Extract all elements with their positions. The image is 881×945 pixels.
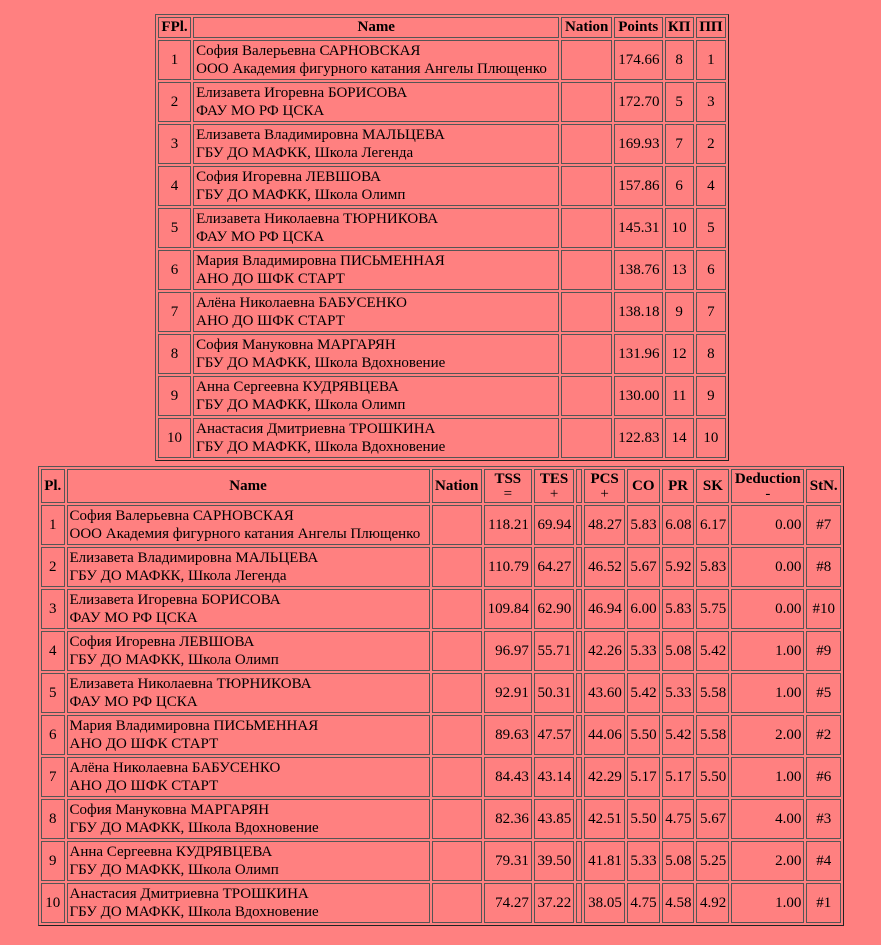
table-row: [41, 883, 841, 923]
table-row: [41, 505, 841, 545]
athlete-cell: [193, 250, 559, 290]
final-results-table: [155, 14, 729, 461]
table-row: [158, 250, 726, 290]
pcs-cell: 44.06: [584, 715, 624, 755]
pr-cell: 4.75: [662, 799, 695, 839]
nation-cell: [432, 673, 482, 713]
spacer-cell: [576, 589, 582, 629]
athlete-club: ГБУ ДО МАФКК, Школа Вдохновение: [69, 904, 319, 920]
nation-cell: [561, 250, 612, 290]
pcs-cell: 42.26: [584, 631, 624, 671]
place-cell: 3: [41, 589, 65, 629]
table-row: [158, 376, 726, 416]
table-row: [158, 124, 726, 164]
place-cell: 7: [158, 292, 191, 332]
points-cell: 145.31: [614, 208, 663, 248]
nation-cell: [561, 334, 612, 374]
co-cell: 5.17: [627, 757, 660, 797]
spacer-cell: [576, 505, 582, 545]
points-cell: 174.66: [614, 40, 663, 80]
nation-cell: [432, 589, 482, 629]
athlete-name: Анна Сергеевна КУДРЯВЦЕВА: [69, 844, 273, 860]
place-cell: 7: [41, 757, 65, 797]
pr-cell: 5.17: [662, 757, 695, 797]
place-cell: 5: [41, 673, 65, 713]
pcs-cell: 38.05: [584, 883, 624, 923]
athlete-club: ГБУ ДО МАФКК, Школа Олимп: [69, 862, 279, 878]
athlete-club: АНО ДО ШФК СТАРТ: [196, 271, 345, 287]
kp-cell: 5: [665, 82, 694, 122]
col-nation: Nation: [561, 17, 612, 38]
deduction-cell: 2.00: [731, 841, 804, 881]
points-cell: 131.96: [614, 334, 663, 374]
pr-cell: 5.08: [662, 841, 695, 881]
place-cell: 5: [158, 208, 191, 248]
starting-number-cell: #4: [806, 841, 841, 881]
col-points: Points: [614, 17, 663, 38]
spacer-cell: [576, 673, 582, 713]
co-cell: 5.42: [627, 673, 660, 713]
athlete-club: ФАУ МО РФ ЦСКА: [69, 694, 198, 710]
athlete-name: София Мануковна МАРГАРЯН: [69, 802, 270, 818]
table-row: [41, 589, 841, 629]
place-cell: 4: [158, 166, 191, 206]
nation-cell: [561, 376, 612, 416]
pr-cell: 6.08: [662, 505, 695, 545]
kp-cell: 12: [665, 334, 694, 374]
athlete-club: АНО ДО ШФК СТАРТ: [69, 736, 219, 752]
deduction-cell: 1.00: [731, 631, 804, 671]
starting-number-cell: #10: [806, 589, 841, 629]
athlete-club: ФАУ МО РФ ЦСКА: [69, 610, 198, 626]
tes-cell: 43.85: [534, 799, 574, 839]
col-co: CO: [627, 469, 660, 503]
pp-cell: 3: [696, 82, 726, 122]
pp-cell: 9: [696, 376, 726, 416]
nation-cell: [561, 292, 612, 332]
pp-cell: 5: [696, 208, 726, 248]
pr-cell: 4.58: [662, 883, 695, 923]
pr-cell: 5.08: [662, 631, 695, 671]
segment-results-table: [38, 466, 844, 926]
points-cell: 157.86: [614, 166, 663, 206]
deduction-cell: 0.00: [731, 589, 804, 629]
nation-cell: [561, 418, 612, 458]
col-pr: PR: [662, 469, 695, 503]
pcs-cell: 42.51: [584, 799, 624, 839]
athlete-cell: [193, 166, 559, 206]
spacer-cell: [576, 631, 582, 671]
table-row: [41, 757, 841, 797]
place-cell: 4: [41, 631, 65, 671]
kp-cell: 13: [665, 250, 694, 290]
col-deduction: Deduction -: [731, 469, 804, 503]
starting-number-cell: #9: [806, 631, 841, 671]
kp-cell: 8: [665, 40, 694, 80]
place-cell: 2: [158, 82, 191, 122]
place-cell: 9: [158, 376, 191, 416]
athlete-name: София Игоревна ЛЕВШОВА: [196, 169, 381, 185]
points-cell: 130.00: [614, 376, 663, 416]
nation-cell: [561, 166, 612, 206]
tes-cell: 43.14: [534, 757, 574, 797]
pcs-cell: 43.60: [584, 673, 624, 713]
athlete-club: ГБУ ДО МАФКК, Школа Легенда: [196, 145, 414, 161]
athlete-cell: [67, 673, 430, 713]
co-cell: 5.33: [627, 631, 660, 671]
pp-cell: 6: [696, 250, 726, 290]
table-row: [158, 82, 726, 122]
deduction-cell: 4.00: [731, 799, 804, 839]
final-header-row: [158, 17, 726, 38]
athlete-club: ФАУ МО РФ ЦСКА: [196, 229, 325, 245]
co-cell: 4.75: [627, 883, 660, 923]
col-tss: TSS =: [484, 469, 532, 503]
pcs-cell: 41.81: [584, 841, 624, 881]
table-row: [41, 631, 841, 671]
nation-cell: [432, 631, 482, 671]
pp-cell: 4: [696, 166, 726, 206]
table-row: [41, 673, 841, 713]
tss-cell: 92.91: [484, 673, 532, 713]
athlete-cell: [67, 841, 430, 881]
col-pl: Pl.: [41, 469, 65, 503]
athlete-cell: [193, 82, 559, 122]
athlete-cell: [67, 589, 430, 629]
athlete-name: Алёна Николаевна БАБУСЕНКО: [196, 295, 407, 311]
starting-number-cell: #7: [806, 505, 841, 545]
athlete-name: Елизавета Игоревна БОРИСОВА: [196, 85, 408, 101]
kp-cell: 10: [665, 208, 694, 248]
nation-cell: [432, 883, 482, 923]
col-name: Name: [193, 17, 559, 38]
athlete-cell: [67, 883, 430, 923]
pp-cell: 10: [696, 418, 726, 458]
pp-cell: 2: [696, 124, 726, 164]
pr-cell: 5.92: [662, 547, 695, 587]
nation-cell: [432, 547, 482, 587]
sk-cell: 5.67: [696, 799, 729, 839]
nation-cell: [432, 505, 482, 545]
table-row: [158, 166, 726, 206]
table-row: [158, 40, 726, 80]
athlete-club: АНО ДО ШФК СТАРТ: [69, 778, 219, 794]
nation-cell: [561, 124, 612, 164]
tss-cell: 118.21: [484, 505, 532, 545]
athlete-name: Елизавета Игоревна БОРИСОВА: [69, 592, 281, 608]
place-cell: 1: [158, 40, 191, 80]
col-stn: StN.: [806, 469, 841, 503]
tss-cell: 89.63: [484, 715, 532, 755]
athlete-club: ГБУ ДО МАФКК, Школа Вдохновение: [69, 820, 319, 836]
starting-number-cell: #3: [806, 799, 841, 839]
table-row: [158, 418, 726, 458]
tss-cell: 84.43: [484, 757, 532, 797]
starting-number-cell: #8: [806, 547, 841, 587]
tss-cell: 74.27: [484, 883, 532, 923]
athlete-cell: [67, 631, 430, 671]
co-cell: 5.50: [627, 799, 660, 839]
spacer-cell: [576, 757, 582, 797]
athlete-club: ООО Академия фигурного катания Ангелы Плющенко: [69, 526, 421, 542]
sk-cell: 5.25: [696, 841, 729, 881]
nation-cell: [432, 799, 482, 839]
athlete-club: ФАУ МО РФ ЦСКА: [196, 103, 325, 119]
starting-number-cell: #6: [806, 757, 841, 797]
points-cell: 122.83: [614, 418, 663, 458]
col-sk: SK: [696, 469, 729, 503]
table-row: [158, 292, 726, 332]
tes-cell: 47.57: [534, 715, 574, 755]
segment-header-row: [41, 469, 841, 503]
nation-cell: [561, 82, 612, 122]
nation-cell: [561, 40, 612, 80]
pr-cell: 5.42: [662, 715, 695, 755]
col-name: Name: [67, 469, 430, 503]
place-cell: 9: [41, 841, 65, 881]
table-row: [158, 208, 726, 248]
athlete-name: Елизавета Владимировна МАЛЬЦЕВА: [69, 550, 319, 566]
place-cell: 6: [41, 715, 65, 755]
place-cell: 6: [158, 250, 191, 290]
athlete-cell: [67, 757, 430, 797]
place-cell: 10: [158, 418, 191, 458]
col-pp: ПП: [696, 17, 726, 38]
tss-cell: 82.36: [484, 799, 532, 839]
sk-cell: 5.75: [696, 589, 729, 629]
deduction-cell: 0.00: [731, 547, 804, 587]
place-cell: 10: [41, 883, 65, 923]
athlete-name: Мария Владимировна ПИСЬМЕННАЯ: [196, 253, 445, 269]
athlete-name: Елизавета Владимировна МАЛЬЦЕВА: [196, 127, 445, 143]
tes-cell: 62.90: [534, 589, 574, 629]
athlete-name: София Мануковна МАРГАРЯН: [196, 337, 396, 353]
spacer-cell: [576, 547, 582, 587]
athlete-cell: [193, 292, 559, 332]
athlete-cell: [193, 334, 559, 374]
tes-cell: 37.22: [534, 883, 574, 923]
tes-cell: 50.31: [534, 673, 574, 713]
pp-cell: 1: [696, 40, 726, 80]
col-tes: TES +: [534, 469, 574, 503]
athlete-name: Анастасия Дмитриевна ТРОШКИНА: [69, 886, 309, 902]
co-cell: 5.67: [627, 547, 660, 587]
tes-cell: 39.50: [534, 841, 574, 881]
athlete-name: Мария Владимировна ПИСЬМЕННАЯ: [69, 718, 319, 734]
athlete-club: ГБУ ДО МАФКК, Школа Олимп: [69, 652, 279, 668]
tss-cell: 79.31: [484, 841, 532, 881]
athlete-cell: [67, 715, 430, 755]
tss-cell: 110.79: [484, 547, 532, 587]
place-cell: 8: [41, 799, 65, 839]
table-row: [41, 841, 841, 881]
points-cell: 138.18: [614, 292, 663, 332]
athlete-club: ГБУ ДО МАФКК, Школа Олимп: [196, 187, 406, 203]
athlete-name: Елизавета Николаевна ТЮРНИКОВА: [69, 676, 312, 692]
deduction-cell: 1.00: [731, 883, 804, 923]
co-cell: 5.50: [627, 715, 660, 755]
sk-cell: 5.83: [696, 547, 729, 587]
deduction-cell: 1.00: [731, 673, 804, 713]
pp-cell: 7: [696, 292, 726, 332]
athlete-name: София Валерьевна САРНОВСКАЯ: [196, 43, 421, 59]
starting-number-cell: #1: [806, 883, 841, 923]
tes-cell: 64.27: [534, 547, 574, 587]
athlete-club: ООО Академия фигурного катания Ангелы Плющенко: [196, 61, 547, 77]
table-row: [41, 547, 841, 587]
place-cell: 2: [41, 547, 65, 587]
tes-cell: 55.71: [534, 631, 574, 671]
sk-cell: 5.50: [696, 757, 729, 797]
athlete-name: Алёна Николаевна БАБУСЕНКО: [69, 760, 281, 776]
athlete-cell: [67, 505, 430, 545]
sk-cell: 5.42: [696, 631, 729, 671]
kp-cell: 14: [665, 418, 694, 458]
athlete-cell: [193, 40, 559, 80]
place-cell: 3: [158, 124, 191, 164]
tss-cell: 96.97: [484, 631, 532, 671]
kp-cell: 11: [665, 376, 694, 416]
deduction-cell: 0.00: [731, 505, 804, 545]
pcs-cell: 48.27: [584, 505, 624, 545]
kp-cell: 7: [665, 124, 694, 164]
co-cell: 5.83: [627, 505, 660, 545]
nation-cell: [432, 757, 482, 797]
athlete-cell: [67, 799, 430, 839]
starting-number-cell: #2: [806, 715, 841, 755]
place-cell: 1: [41, 505, 65, 545]
points-cell: 169.93: [614, 124, 663, 164]
place-cell: 8: [158, 334, 191, 374]
pr-cell: 5.33: [662, 673, 695, 713]
pcs-cell: 46.52: [584, 547, 624, 587]
co-cell: 6.00: [627, 589, 660, 629]
nation-cell: [432, 715, 482, 755]
athlete-name: Анна Сергеевна КУДРЯВЦЕВА: [196, 379, 399, 395]
points-cell: 138.76: [614, 250, 663, 290]
athlete-cell: [193, 376, 559, 416]
spacer-cell: [576, 715, 582, 755]
athlete-name: Елизавета Николаевна ТЮРНИКОВА: [196, 211, 439, 227]
col-pcs: PCS +: [584, 469, 624, 503]
nation-cell: [432, 841, 482, 881]
co-cell: 5.33: [627, 841, 660, 881]
athlete-club: АНО ДО ШФК СТАРТ: [196, 313, 345, 329]
nation-cell: [561, 208, 612, 248]
tss-cell: 109.84: [484, 589, 532, 629]
pp-cell: 8: [696, 334, 726, 374]
athlete-club: ГБУ ДО МАФКК, Школа Олимп: [196, 397, 406, 413]
col-nation: Nation: [432, 469, 482, 503]
spacer-cell: [576, 841, 582, 881]
deduction-cell: 1.00: [731, 757, 804, 797]
col-spacer: [576, 469, 582, 503]
points-cell: 172.70: [614, 82, 663, 122]
sk-cell: 5.58: [696, 715, 729, 755]
pcs-cell: 46.94: [584, 589, 624, 629]
athlete-club: ГБУ ДО МАФКК, Школа Вдохновение: [196, 439, 446, 455]
pr-cell: 5.83: [662, 589, 695, 629]
pcs-cell: 42.29: [584, 757, 624, 797]
kp-cell: 6: [665, 166, 694, 206]
col-kp: КП: [665, 17, 694, 38]
spacer-cell: [576, 799, 582, 839]
table-row: [41, 799, 841, 839]
athlete-club: ГБУ ДО МАФКК, Школа Вдохновение: [196, 355, 446, 371]
col-fpl: FPl.: [158, 17, 191, 38]
table-row: [158, 334, 726, 374]
athlete-cell: [193, 124, 559, 164]
table-row: [41, 715, 841, 755]
athlete-cell: [193, 418, 559, 458]
sk-cell: 6.17: [696, 505, 729, 545]
athlete-cell: [193, 208, 559, 248]
athlete-name: София Валерьевна САРНОВСКАЯ: [69, 508, 294, 524]
sk-cell: 5.58: [696, 673, 729, 713]
athlete-name: София Игоревна ЛЕВШОВА: [69, 634, 255, 650]
starting-number-cell: #5: [806, 673, 841, 713]
sk-cell: 4.92: [696, 883, 729, 923]
athlete-cell: [67, 547, 430, 587]
tes-cell: 69.94: [534, 505, 574, 545]
spacer-cell: [576, 883, 582, 923]
deduction-cell: 2.00: [731, 715, 804, 755]
kp-cell: 9: [665, 292, 694, 332]
athlete-club: ГБУ ДО МАФКК, Школа Легенда: [69, 568, 287, 584]
athlete-name: Анастасия Дмитриевна ТРОШКИНА: [196, 421, 436, 437]
